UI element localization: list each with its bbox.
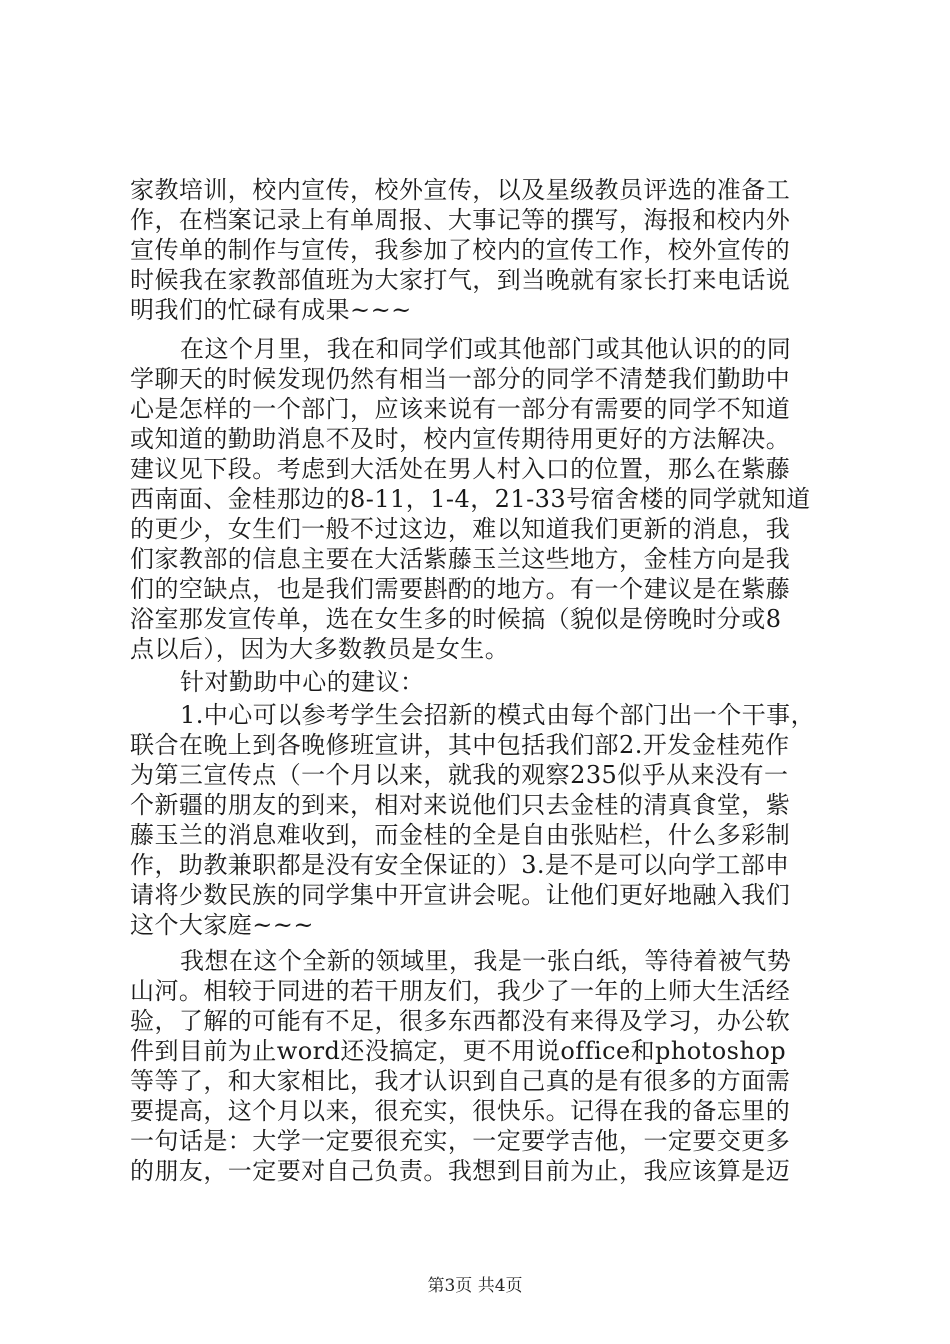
text-line: 们家教部的信息主要在大活紫藤玉兰这些地方，金桂方向是我 — [130, 545, 791, 573]
text-line: 西南面、金桂那边的8-11，1-4，21-33号宿舍楼的同学就知道 — [130, 485, 811, 513]
text-line: 作，在档案记录上有单周报、大事记等的撰写，海报和校内外 — [130, 206, 791, 234]
text-line: 学聊天的时候发现仍然有相当一部分的同学不清楚我们勤助中 — [130, 365, 791, 393]
text-line: 点以后），因为大多数教员是女生。 — [130, 635, 510, 663]
text-line: 建议见下段。考虑到大活处在男人村入口的位置，那么在紫藤 — [130, 455, 791, 483]
text-line: 藤玉兰的消息难收到，而金桂的全是自由张贴栏，什么多彩制 — [130, 821, 791, 849]
text-line: 一句话是：大学一定要很充实，一定要学吉他，一定要交更多 — [130, 1127, 791, 1155]
text-line: 家教培训，校内宣传，校外宣传，以及星级教员评选的准备工 — [130, 176, 791, 204]
text-line: 1.中心可以参考学生会招新的模式由每个部门出一个干事， — [180, 701, 816, 729]
text-line: 在这个月里，我在和同学们或其他部门或其他认识的的同 — [180, 335, 792, 363]
text-line: 验，了解的可能有不足，很多东西都没有来得及学习，办公软 — [130, 1007, 791, 1035]
text-line: 为第三宣传点（一个月以来，就我的观察235似乎从来没有一 — [130, 761, 789, 789]
text-line: 山河。相较于同进的若干朋友们，我少了一年的上师大生活经 — [130, 977, 791, 1005]
text-line: 时候我在家教部值班为大家打气，到当晚就有家长打来电话说 — [130, 266, 791, 294]
text-line: 针对勤助中心的建议： — [180, 668, 425, 696]
text-line: 件到目前为止word还没搞定，更不用说office和photoshop — [130, 1037, 787, 1065]
text-line: 等等了，和大家相比，我才认识到自己真的是有很多的方面需 — [130, 1067, 791, 1095]
text-line: 联合在晚上到各晚修班宣讲，其中包括我们部2.开发金桂苑作 — [130, 731, 790, 759]
page-number-footer: 第3页 共4页 — [427, 1276, 523, 1296]
text-line: 宣传单的制作与宣传，我参加了校内的宣传工作，校外宣传的 — [130, 236, 791, 264]
text-line: 的更少，女生们一般不过这边，难以知道我们更新的消息，我 — [130, 515, 791, 543]
text-line: 请将少数民族的同学集中开宣讲会呢。让他们更好地融入我们 — [130, 881, 791, 909]
text-line: 们的空缺点，也是我们需要斟酌的地方。有一个建议是在紫藤 — [130, 575, 791, 603]
text-line: 浴室那发宣传单，选在女生多的时候搞（貌似是傍晚时分或8 — [130, 605, 782, 633]
text-line: 作，助教兼职都是没有安全保证的）3.是不是可以向学工部申 — [130, 851, 790, 879]
text-line: 的朋友，一定要对自己负责。我想到目前为止，我应该算是迈 — [130, 1157, 791, 1185]
text-line: 我想在这个全新的领域里，我是一张白纸，等待着被气势 — [180, 947, 792, 975]
text-line: 明我们的忙碌有成果~~~ — [130, 296, 412, 324]
text-line: 个新疆的朋友的到来，相对来说他们只去金桂的清真食堂，紫 — [130, 791, 791, 819]
text-line: 或知道的勤助消息不及时，校内宣传期待用更好的方法解决。 — [130, 425, 791, 453]
text-line: 要提高，这个月以来，很充实，很快乐。记得在我的备忘里的 — [130, 1097, 791, 1125]
text-line: 这个大家庭~~~ — [130, 911, 314, 939]
text-line: 心是怎样的一个部门，应该来说有一部分有需要的同学不知道 — [130, 395, 791, 423]
